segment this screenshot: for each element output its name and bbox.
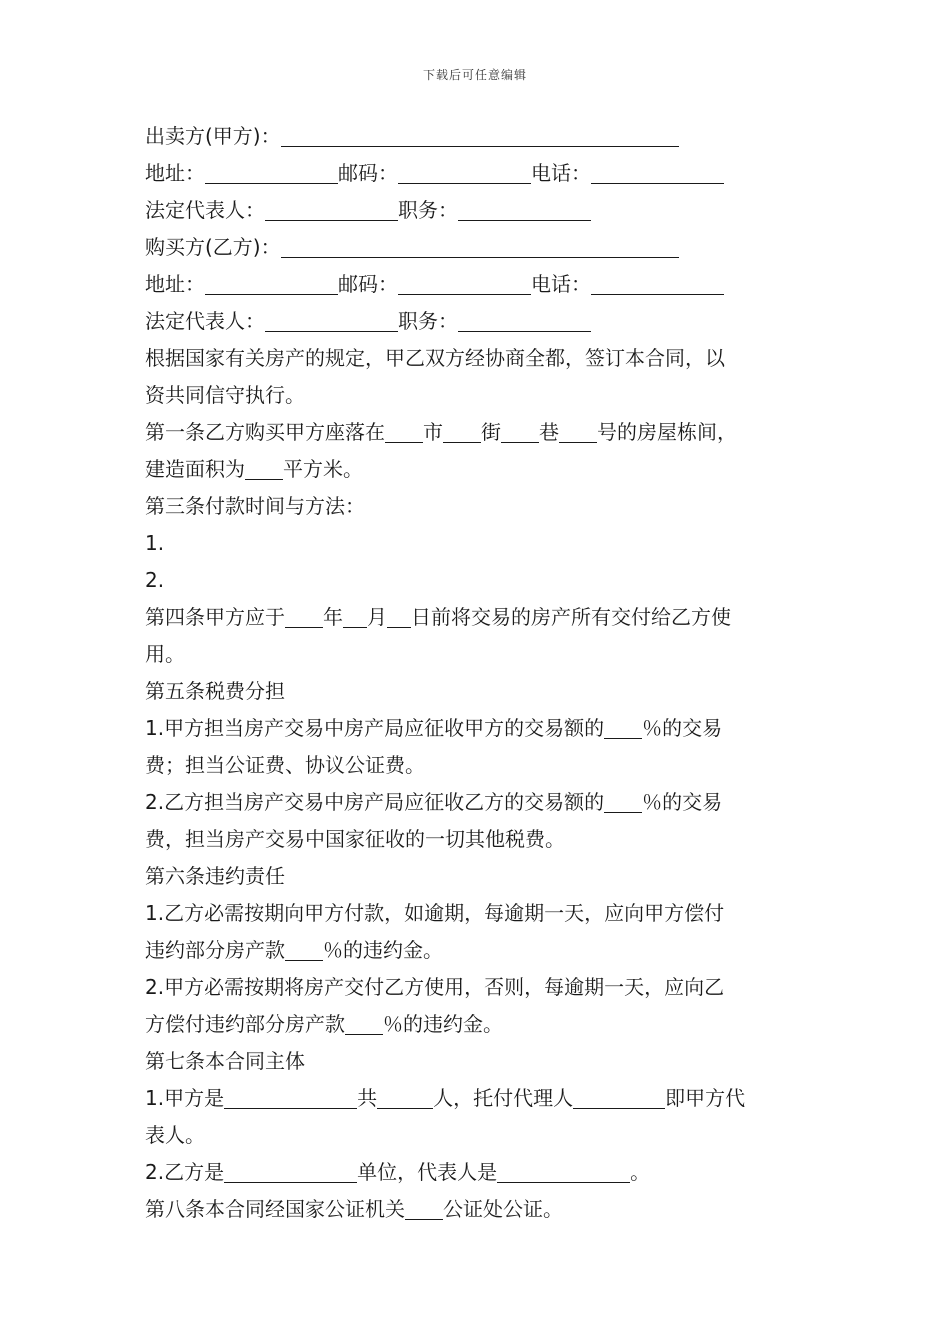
article5-item2-text: 2.乙方担当房产交易中房产局应征收乙方的交易额的 (145, 790, 605, 814)
article5-item1-percent-text: ％的交易 (642, 716, 723, 740)
article7-item1-line-1 (145, 1080, 825, 1117)
seller-penalty-percent-blank (345, 1012, 383, 1035)
seller-name-blank (281, 124, 679, 147)
buyer-title-blank (458, 309, 591, 332)
buyer-rep-blank (265, 309, 398, 332)
article6-item1-line-1: 1.乙方必需按期向甲方付款，如逾期，每逾期一天，应向甲方偿付 (145, 901, 725, 925)
article4-text-month: 月 (367, 605, 387, 629)
intro-line-2: 资共同信守执行。 (145, 383, 305, 407)
agent-name-blank (573, 1086, 665, 1109)
article7-item2-end: 。 (630, 1160, 651, 1184)
buyer-rep-name-blank (497, 1160, 630, 1183)
article7-item2-rep-text: 单位，代表人是 (357, 1160, 498, 1184)
seller-address-blank (205, 161, 338, 184)
buyer-phone-blank (591, 272, 724, 295)
article1-text-city: 市 (423, 420, 443, 444)
notary-blank (405, 1197, 443, 1220)
seller-address-line (145, 155, 825, 192)
buyer-entity-blank (224, 1160, 357, 1183)
buyer-title-label: 职务： (398, 309, 458, 333)
article7-item1-rep-text: 即甲方代 (665, 1086, 746, 1110)
day-blank (387, 605, 411, 628)
intro-line-1: 根据国家有关房产的规定，甲乙双方经协商全都，签订本合同，以 (145, 346, 725, 370)
article7-item1-text: 1.甲方是 (145, 1086, 225, 1110)
article6-item2-line-1: 2.甲方必需按期将房产交付乙方使用，否则，每逾期一天，应向乙 (145, 975, 725, 999)
seller-rep-line (145, 192, 825, 229)
buyer-label: 购买方(乙方)： (145, 235, 281, 259)
article7-item1-agent-text: 人，托付代理人 (433, 1086, 574, 1110)
number-blank (559, 420, 597, 443)
article4-text-year: 年 (323, 605, 343, 629)
buyer-zip-label: 邮码： (338, 272, 398, 296)
year-blank (285, 605, 323, 628)
article4-line-1 (145, 599, 825, 636)
article1-text-street: 街 (481, 420, 501, 444)
city-blank (385, 420, 423, 443)
seller-rep-label: 法定代表人： (145, 198, 265, 222)
article6-item1-line-2 (145, 932, 825, 969)
article1-text-number: 号的房屋栋间， (597, 420, 737, 444)
month-blank (343, 605, 367, 628)
article1-text-sqm: 平方米。 (283, 457, 363, 481)
seller-line (145, 118, 825, 155)
seller-fee-percent-blank (604, 716, 642, 739)
article5-item2-line-2: 费，担当房产交易中国家征收的一切其他税费。 (145, 827, 565, 851)
article5-item2-percent-text: ％的交易 (642, 790, 723, 814)
article7-item2-text: 2.乙方是 (145, 1160, 225, 1184)
article5-item1-text: 1.甲方担当房产交易中房产局应征收甲方的交易额的 (145, 716, 605, 740)
seller-title-label: 职务： (398, 198, 458, 222)
buyer-line (145, 229, 825, 266)
seller-rep-blank (265, 198, 398, 221)
buyer-address-line (145, 266, 825, 303)
article8-text: 第八条本合同经国家公证机关 (145, 1197, 405, 1221)
article5-title: 第五条税费分担 (145, 679, 285, 703)
contract-body (145, 118, 825, 1228)
buyer-fee-percent-blank (604, 790, 642, 813)
article7-item1-line-2: 表人。 (145, 1123, 205, 1147)
seller-title-blank (458, 198, 591, 221)
buyer-zip-blank (398, 272, 531, 295)
article3-item-2: 2. (145, 568, 165, 592)
article6-item2-text: 方偿付违约部分房产款 (145, 1012, 345, 1036)
buyer-phone-label: 电话： (531, 272, 591, 296)
lane-blank (501, 420, 539, 443)
article5-item1-line-1 (145, 710, 825, 747)
buyer-address-label: 地址： (145, 272, 205, 296)
seller-count-blank (377, 1086, 433, 1109)
seller-address-label: 地址： (145, 161, 205, 185)
buyer-penalty-percent-blank (285, 938, 323, 961)
seller-zip-label: 邮码： (338, 161, 398, 185)
article7-title: 第七条本合同主体 (145, 1049, 305, 1073)
article6-item1-text: 违约部分房产款 (145, 938, 285, 962)
article3-item-1: 1. (145, 531, 165, 555)
seller-zip-blank (398, 161, 531, 184)
article1-line-1 (145, 414, 825, 451)
seller-phone-blank (591, 161, 724, 184)
street-blank (443, 420, 481, 443)
area-blank (245, 457, 283, 480)
article1-text-lane: 巷 (539, 420, 559, 444)
buyer-rep-line (145, 303, 825, 340)
article5-item2-line-1 (145, 784, 825, 821)
article7-item1-total-text: 共 (357, 1086, 378, 1110)
buyer-address-blank (205, 272, 338, 295)
article3-title: 第三条付款时间与方法： (145, 494, 365, 518)
article8-line (145, 1191, 825, 1228)
buyer-name-blank (281, 235, 679, 258)
buyer-rep-label: 法定代表人： (145, 309, 265, 333)
article1-line-2 (145, 451, 825, 488)
article4-line-2: 用。 (145, 642, 185, 666)
article5-item1-line-2: 费；担当公证费、协议公证费。 (145, 753, 425, 777)
seller-entity-blank (224, 1086, 357, 1109)
article1-text-area: 建造面积为 (145, 457, 245, 481)
article6-item2-line-2 (145, 1006, 825, 1043)
article6-item2-percent-text: ％的违约金。 (383, 1012, 503, 1036)
article6-title: 第六条违约责任 (145, 864, 285, 888)
article1-text-location: 第一条乙方购买甲方座落在 (145, 420, 385, 444)
article7-item2-line-1 (145, 1154, 825, 1191)
article8-notary-text: 公证处公证。 (443, 1197, 563, 1221)
article4-text-day: 日前将交易的房产所有交付给乙方使 (411, 605, 731, 629)
article6-item1-percent-text: ％的违约金。 (323, 938, 443, 962)
seller-label: 出卖方(甲方)： (145, 124, 281, 148)
seller-phone-label: 电话： (531, 161, 591, 185)
header-note: 下载后可任意编辑 (422, 68, 527, 82)
article4-text-lead: 第四条甲方应于 (145, 605, 285, 629)
